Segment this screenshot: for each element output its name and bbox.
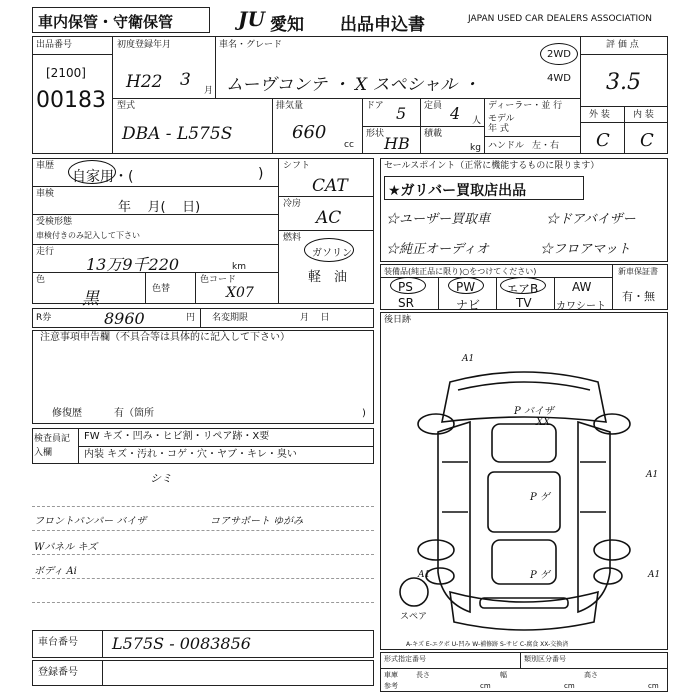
comment-4: ボディ Ai	[34, 566, 77, 577]
car-name-value: ムーヴコンテ ・ X スペシャル ・	[226, 75, 480, 95]
chassis-label: 車台番号	[38, 637, 78, 648]
fuel-petrol: ガソリン	[312, 248, 352, 259]
color-change: 色替	[152, 284, 171, 294]
length-unit: cm	[480, 682, 491, 690]
namechange-label: 名変期限	[212, 313, 249, 323]
selling-banner: ★ガリバー買取店出品	[388, 183, 527, 199]
ac-label: 冷房	[283, 199, 302, 209]
garage-label: 車庫	[384, 671, 398, 679]
damage-legend: A-キズ E-エクボ U-凹み W-補修跡 S-サビ C-腐食 XX-交換済	[406, 641, 569, 648]
disp-label: 排気量	[276, 101, 304, 111]
drive-2wd: 2WD	[547, 49, 571, 60]
car-name-label: 車名・グレード	[219, 40, 283, 50]
dealer-label: ディーラー・並 行	[488, 101, 563, 111]
inspector-label: 検査員記入欄	[34, 434, 71, 458]
mileage-label: 走行	[36, 247, 55, 257]
shift-value: CAT	[312, 176, 348, 196]
model-label: モデル	[488, 114, 515, 124]
reg-month: 3	[180, 70, 191, 90]
inspect-value: 年 月( 日)	[118, 200, 201, 215]
shift-label: シフト	[283, 161, 311, 171]
ext-grade: C	[596, 130, 610, 151]
class-label: 類別区分番号	[524, 655, 566, 663]
test-label: 受検形態	[36, 217, 73, 227]
repair-close: )	[362, 408, 366, 419]
int-grade: C	[640, 130, 654, 151]
selling-label: セールスポイント（正常に機能するものに限ります）	[384, 161, 600, 171]
height-unit: cm	[648, 682, 659, 690]
damage-mark-6: A1	[646, 470, 659, 480]
recycle-unit: 円	[186, 313, 196, 323]
int-label: 内 装	[633, 110, 654, 120]
damage-mark-2: P バイザ	[514, 406, 554, 417]
shape-value: HB	[384, 134, 410, 153]
color-code: X07	[226, 285, 254, 301]
capacity-label: 定員	[424, 101, 443, 111]
width-label: 幅	[500, 671, 507, 679]
damage-mark-7: P ゲ	[530, 570, 550, 581]
inspector-row2: 内装 キズ・汚れ・コゲ・穴・ヤブ・キレ・臭い	[84, 449, 297, 460]
type-value: DBA - L575S	[122, 124, 233, 144]
year-label: 年 式	[488, 124, 509, 134]
inspect-label: 車検	[36, 189, 55, 199]
newcar-value: 有・無	[622, 290, 655, 303]
equip-pw: PW	[456, 280, 476, 294]
comment-3: Wパネル キズ	[34, 542, 98, 553]
equip-leather: カワシート	[556, 301, 606, 312]
history-value: 自家用・(	[72, 169, 134, 185]
repair-value: 有（箇所	[114, 408, 154, 419]
model-code-label: 形式指定番号	[384, 655, 426, 663]
capacity-value: 4	[450, 104, 461, 123]
equip-airbag: エアB	[506, 282, 539, 296]
door-label: ドア	[366, 101, 384, 111]
reg-month-unit: 月	[204, 86, 214, 96]
type-label: 型式	[117, 101, 136, 111]
cc-unit: cc	[344, 140, 354, 150]
load-label: 積載	[424, 129, 443, 139]
damage-mark-4: P ゲ	[530, 492, 550, 503]
reference-label: 参考	[384, 682, 398, 690]
equip-navi: ナビ	[456, 298, 481, 312]
mileage-unit: km	[232, 262, 246, 272]
color-code-label: 色コード	[200, 275, 237, 285]
capacity-unit: 人	[472, 116, 482, 126]
chassis-value: L575S - 0083856	[112, 634, 251, 653]
test-note: 車検付きのみ記入して下さい	[36, 231, 140, 240]
diagram-label: 後日跡	[384, 315, 412, 325]
lot-number: 00183	[36, 88, 106, 113]
reg-label: 初度登録年月	[117, 40, 172, 50]
inspector-mark: シミ	[150, 472, 172, 485]
color-label: 色	[36, 275, 46, 285]
damage-mark-1: A1	[462, 354, 475, 364]
ac-value: AC	[316, 208, 342, 228]
handle-options: 左・右	[532, 141, 560, 151]
handle-label: ハンドル	[488, 141, 525, 151]
namechange-value: 月 日	[300, 313, 330, 323]
disp-value: 660	[292, 122, 327, 143]
selling-point-1: ☆ユーザー買取車	[386, 212, 491, 227]
drive-4wd: 4WD	[547, 73, 571, 84]
shape-label: 形状	[366, 129, 385, 139]
repair-label: 修復歴	[52, 408, 82, 419]
mileage-value: 13万9千220	[86, 255, 180, 274]
eval-score: 3.5	[606, 70, 641, 95]
comment-1: フロントバンパー バイザ	[34, 516, 147, 527]
ext-label: 外 装	[589, 110, 610, 120]
fuel-label: 燃料	[283, 233, 302, 243]
selling-point-3: ☆純正オーディオ	[386, 242, 489, 257]
recycle-label: R券	[36, 313, 52, 323]
equipment-label: 装備品(純正品に限り)○をつけてください)	[384, 267, 537, 276]
car-diagram	[380, 312, 668, 650]
recycle-value: 8960	[104, 309, 145, 328]
association-name: JAPAN USED CAR DEALERS ASSOCIATION	[468, 14, 652, 24]
height-label: 高さ	[584, 671, 598, 679]
selling-point-4: ☆フロアマット	[540, 242, 631, 257]
storage-label: 車内保管・守衛保管	[38, 13, 174, 31]
ju-logo: JU	[238, 7, 265, 31]
selling-point-2: ☆ドアバイザー	[546, 212, 636, 227]
newcar-label: 新車保証書	[618, 267, 658, 276]
equip-aw: AW	[572, 280, 592, 294]
length-label: 長さ	[416, 671, 430, 679]
damage-mark-8: A1	[648, 570, 661, 580]
lot-prefix: [2100]	[46, 66, 86, 80]
load-unit: kg	[470, 143, 481, 153]
notes-frame	[32, 330, 374, 424]
equip-tv: TV	[516, 296, 532, 310]
reg-era: H22	[126, 72, 163, 92]
history-label: 車歴	[36, 161, 55, 171]
eval-label: 評 価 点	[606, 40, 639, 50]
org-name: 愛知	[270, 15, 304, 35]
lot-label: 出品番号	[36, 40, 73, 50]
registration-label: 登録番号	[38, 667, 78, 678]
report-label: 注意事項申告欄（不具合等は具体的に記入して下さい）	[40, 332, 290, 343]
width-unit: cm	[564, 682, 575, 690]
history-close: )	[258, 166, 264, 182]
damage-mark-3: XX	[536, 417, 551, 428]
comment-2: コアサポート ゆがみ	[210, 516, 304, 527]
inspector-row1: FW キズ・凹み・ヒビ割・リペア跡・X要	[84, 431, 270, 442]
equip-ps: PS	[398, 280, 413, 294]
fuel-diesel: 軽 油	[308, 270, 348, 285]
registration-frame	[32, 660, 374, 686]
equip-sr: SR	[398, 296, 414, 310]
spare-label: スペア	[400, 612, 428, 622]
door-value: 5	[396, 104, 407, 123]
form-title: 出品申込書	[340, 15, 425, 35]
damage-mark-5: A1	[418, 570, 431, 580]
color-value: 黒	[82, 289, 99, 309]
